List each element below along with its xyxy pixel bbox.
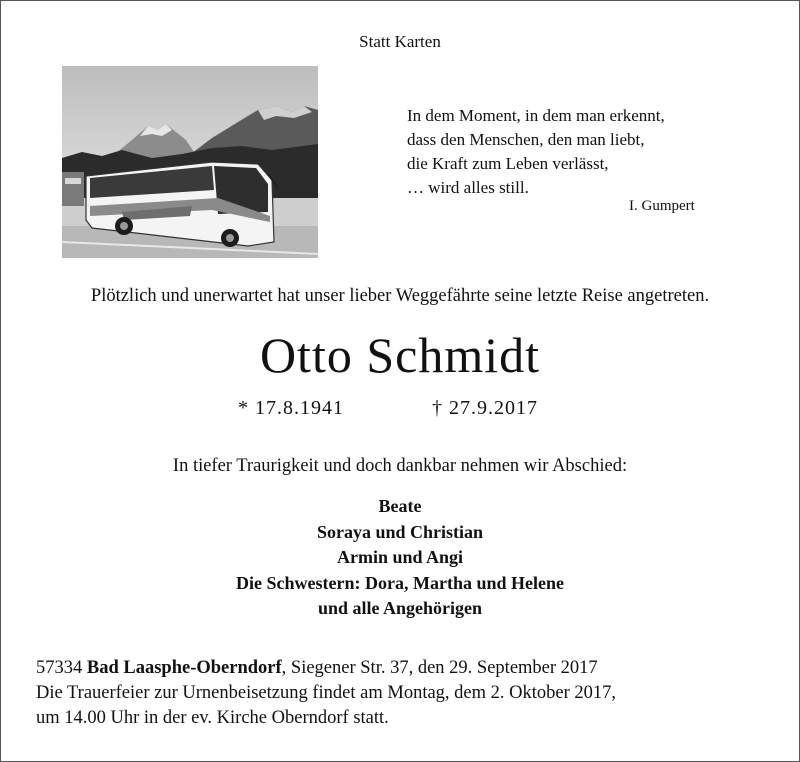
death-date: † 27.9.2017 bbox=[432, 397, 538, 419]
mourner-entry: und alle Angehörigen bbox=[317, 598, 483, 618]
poem-line: dass den Menschen, den man liebt, bbox=[407, 130, 645, 149]
ceremony-line: um 14.00 Uhr in der ev. Kirche Oberndorf statt. bbox=[36, 708, 389, 728]
poem-line: die Kraft zum Leben verlässt, bbox=[407, 154, 609, 173]
bus-photo bbox=[62, 66, 318, 258]
postal-code: 57334 bbox=[36, 658, 83, 678]
mourner-entry: Die Schwestern: Dora, Martha und Helene bbox=[236, 572, 564, 593]
mourner-entry: Beate bbox=[378, 496, 422, 516]
farewell-text: In tiefer Traurigkeit und doch dankbar nehmen wir Abschied: bbox=[172, 456, 628, 476]
footer-address-line bbox=[36, 656, 616, 681]
address-date: , Siegener Str. 37, den 29. September 2017 bbox=[281, 658, 598, 678]
deceased-name: Otto Schmidt bbox=[259, 327, 541, 383]
ceremony-line: Die Trauerfeier zur Urnenbeisetzung findet am Montag, dem 2. Oktober 2017, bbox=[36, 683, 617, 703]
statt-karten-heading: Statt Karten bbox=[359, 32, 441, 51]
mourner-entry: Soraya und Christian bbox=[316, 521, 484, 542]
intro-text: Plötzlich und unerwartet hat unser lieber Weggefährte seine letzte Reise angetreten. bbox=[90, 286, 710, 306]
poem bbox=[407, 104, 665, 200]
birth-date: * 17.8.1941 bbox=[238, 397, 344, 419]
poem-line: … wird alles still. bbox=[407, 178, 529, 197]
mourner-entry: Armin und Angi bbox=[336, 547, 464, 567]
town-name: Bad Laasphe-Oberndorf bbox=[86, 658, 282, 678]
mourners-list bbox=[0, 494, 800, 622]
poem-line: In dem Moment, in dem man erkennt, bbox=[407, 106, 665, 125]
poem-author: I. Gumpert bbox=[629, 198, 695, 214]
footer bbox=[36, 656, 616, 731]
